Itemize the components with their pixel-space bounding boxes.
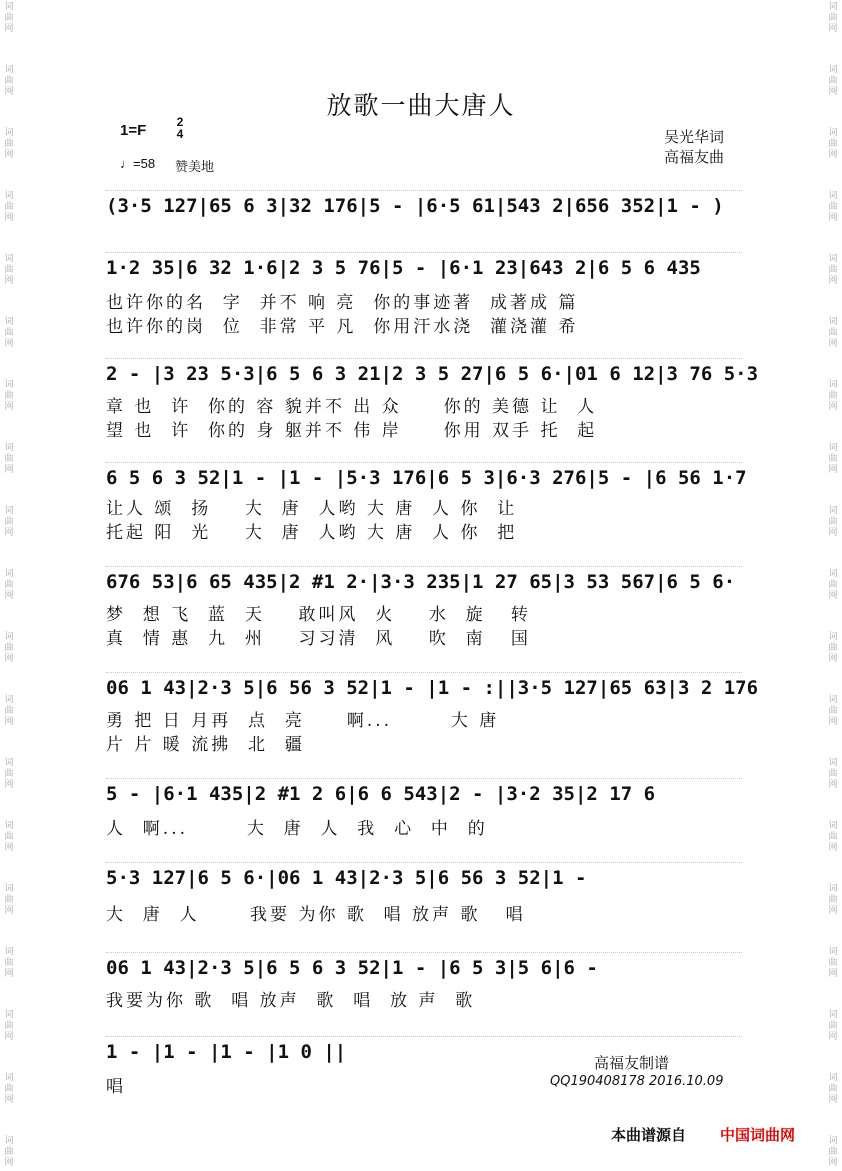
- watermark-group: [824, 756, 842, 819]
- watermark-char: 曲: [4, 895, 14, 905]
- watermark-char: 词: [828, 695, 838, 705]
- watermark-char: 词: [828, 947, 838, 957]
- watermark-char: 网: [4, 1032, 14, 1042]
- watermark-char: 曲: [4, 832, 14, 842]
- watermark-char: 曲: [4, 391, 14, 401]
- watermark-char: 曲: [4, 202, 14, 212]
- watermark-char: 词: [4, 317, 14, 327]
- watermark-group: [0, 0, 18, 63]
- notation-line: (3·5 127|65 6 3|32 176|5 - |6·5 61|543 2|656 352|1 - ): [106, 190, 742, 217]
- watermark-char: 曲: [828, 769, 838, 779]
- watermark-group: [824, 126, 842, 189]
- watermark-char: 词: [4, 2, 14, 12]
- watermark-char: 网: [828, 717, 838, 727]
- watermark-char: 曲: [4, 265, 14, 275]
- watermark-char: 词: [828, 758, 838, 768]
- composer: 高福友曲: [663, 149, 724, 166]
- watermark-group: [0, 378, 18, 441]
- watermark-group: [824, 882, 842, 945]
- watermark-group: [824, 0, 842, 63]
- watermark-char: 网: [4, 1158, 14, 1168]
- watermark-group: [0, 126, 18, 189]
- watermark-group: [824, 252, 842, 315]
- watermark-char: 网: [4, 402, 14, 412]
- watermark-char: 词: [4, 821, 14, 831]
- watermark-char: 词: [4, 65, 14, 75]
- watermark-char: 网: [828, 24, 838, 34]
- notation-line: 1 - |1 - |1 - |1 0 ||: [106, 1036, 742, 1063]
- watermark-group: [824, 819, 842, 882]
- watermark-char: 网: [828, 1032, 838, 1042]
- watermark-char: 曲: [828, 958, 838, 968]
- watermark-char: 词: [828, 317, 838, 327]
- watermark-char: 网: [4, 1095, 14, 1105]
- notation-line: 06 1 43|2·3 5|6 56 3 52|1 - |1 - :||3·5 127|65 63|3 2 176: [106, 672, 742, 699]
- watermark-char: 网: [4, 906, 14, 916]
- watermark-strip-right: [824, 0, 842, 1171]
- watermark-char: 网: [828, 339, 838, 349]
- watermark-char: 词: [828, 2, 838, 12]
- time-signature: [174, 116, 186, 140]
- expression-marking: 赞美地: [175, 159, 215, 174]
- watermark-char: 网: [4, 969, 14, 979]
- watermark-char: 词: [828, 1073, 838, 1083]
- watermark-group: [824, 945, 842, 1008]
- watermark-char: 网: [4, 276, 14, 286]
- watermark-group: [0, 441, 18, 504]
- watermark-char: 网: [828, 1158, 838, 1168]
- watermark-group: [824, 693, 842, 756]
- watermark-char: 网: [828, 528, 838, 538]
- watermark-char: 词: [4, 758, 14, 768]
- watermark-char: 词: [4, 443, 14, 453]
- time-signature-bottom: 4: [176, 127, 184, 141]
- watermark-char: 词: [4, 1136, 14, 1146]
- notation-line: 06 1 43|2·3 5|6 5 6 3 52|1 - |6 5 3|5 6|6 -: [106, 952, 742, 979]
- watermark-char: 曲: [4, 1147, 14, 1157]
- watermark-char: 网: [828, 213, 838, 223]
- watermark-char: 曲: [828, 895, 838, 905]
- watermark-char: 词: [828, 1010, 838, 1020]
- watermark-char: 曲: [828, 832, 838, 842]
- lyric-line: 我要为你 歌 唱 放声 歌 唱 放 声 歌: [106, 991, 476, 1011]
- watermark-char: 曲: [828, 517, 838, 527]
- watermark-char: 曲: [828, 454, 838, 464]
- watermark-char: 网: [828, 843, 838, 853]
- watermark-char: 词: [4, 191, 14, 201]
- watermark-group: [0, 756, 18, 819]
- lyric-line: 大 唐 人 我要 为你 歌 唱 放声 歌 唱: [106, 905, 526, 925]
- watermark-char: 网: [828, 465, 838, 475]
- watermark-char: 词: [4, 254, 14, 264]
- watermark-group: [824, 504, 842, 567]
- lyricist: 吴光华词: [663, 129, 724, 146]
- watermark-char: 词: [4, 1010, 14, 1020]
- watermark-char: 曲: [828, 76, 838, 86]
- watermark-char: 曲: [828, 13, 838, 23]
- watermark-char: 词: [828, 65, 838, 75]
- watermark-group: [0, 567, 18, 630]
- credits: [664, 128, 724, 168]
- watermark-char: 词: [4, 506, 14, 516]
- lyric-line: 章 也 许 你的 容 貌并不 出 众 你的 美德 让 人: [106, 397, 598, 417]
- watermark-group: [0, 504, 18, 567]
- notation-line: 5·3 127|6 5 6·|06 1 43|2·3 5|6 56 3 52|1 -: [106, 862, 742, 889]
- watermark-char: 词: [828, 380, 838, 390]
- watermark-char: 曲: [4, 328, 14, 338]
- watermark-char: 词: [4, 128, 14, 138]
- watermark-group: [0, 252, 18, 315]
- notation-line: 1·2 35|6 32 1·6|2 3 5 76|5 - |6·1 23|643 2|6 5 6 435: [106, 252, 742, 279]
- tempo-marking: ♩=58: [120, 156, 156, 171]
- watermark-group: [0, 189, 18, 252]
- watermark-char: 词: [828, 506, 838, 516]
- watermark-char: 词: [828, 443, 838, 453]
- watermark-char: 词: [828, 128, 838, 138]
- watermark-char: 词: [4, 1073, 14, 1083]
- watermark-char: 曲: [4, 454, 14, 464]
- last-lyric: 唱: [106, 1077, 123, 1097]
- watermark-char: 词: [828, 1136, 838, 1146]
- watermark-char: 曲: [828, 580, 838, 590]
- notation-line: 2 - |3 23 5·3|6 5 6 3 21|2 3 5 27|6 5 6·|01 6 12|3 76 5·3: [106, 358, 742, 385]
- lyric-line: 让人 颂 扬 大 唐 人哟 大 唐 人 你 让: [106, 499, 518, 519]
- lyric-line: 勇 把 日 月再 点 亮 啊... 大 唐: [106, 711, 500, 731]
- watermark-char: 网: [4, 87, 14, 97]
- watermark-group: [0, 693, 18, 756]
- watermark-char: 网: [4, 591, 14, 601]
- watermark-char: 曲: [4, 769, 14, 779]
- watermark-group: [824, 441, 842, 504]
- lyric-line: 也许你的岗 位 非常 平 凡 你用汗水浇 灌浇灌 希: [106, 317, 579, 337]
- watermark-char: 曲: [4, 1084, 14, 1094]
- watermark-char: 网: [4, 654, 14, 664]
- watermark-char: 曲: [828, 1084, 838, 1094]
- notation-line: 5 - |6·1 435|2 #1 2 6|6 6 543|2 - |3·2 35|2 17 6: [106, 778, 742, 805]
- watermark-group: [0, 1008, 18, 1071]
- watermark-group: [0, 945, 18, 1008]
- watermark-char: 网: [828, 402, 838, 412]
- watermark-char: 曲: [828, 265, 838, 275]
- watermark-char: 词: [828, 632, 838, 642]
- watermark-char: 词: [828, 254, 838, 264]
- notation-line: 676 53|6 65 435|2 #1 2·|3·3 235|1 27 65|3 53 567|6 5 6·: [106, 566, 742, 593]
- watermark-group: [0, 1134, 18, 1171]
- watermark-strip-left: [0, 0, 18, 1171]
- watermark-char: 词: [4, 632, 14, 642]
- watermark-char: 曲: [4, 517, 14, 527]
- watermark-char: 词: [4, 947, 14, 957]
- watermark-group: [824, 630, 842, 693]
- lyric-line: 片 片 暖 流拂 北 疆: [106, 735, 305, 755]
- watermark-char: 网: [828, 276, 838, 286]
- watermark-char: 曲: [828, 328, 838, 338]
- watermark-char: 曲: [4, 139, 14, 149]
- lyric-line: 人 啊... 大 唐 人 我 心 中 的: [106, 819, 488, 839]
- key-signature: 1=F: [120, 122, 147, 139]
- watermark-char: 词: [828, 569, 838, 579]
- watermark-char: 网: [4, 528, 14, 538]
- watermark-group: [824, 378, 842, 441]
- watermark-char: 曲: [828, 643, 838, 653]
- watermark-char: 曲: [4, 706, 14, 716]
- watermark-char: 网: [4, 465, 14, 475]
- watermark-char: 网: [4, 780, 14, 790]
- watermark-char: 网: [4, 150, 14, 160]
- song-title: 放歌一曲大唐人: [326, 91, 516, 120]
- notation-line: 6 5 6 3 52|1 - |1 - |5·3 176|6 5 3|6·3 276|5 - |6 56 1·7: [106, 462, 742, 489]
- source-label: 本曲谱源自: [611, 1126, 687, 1144]
- watermark-char: 网: [4, 339, 14, 349]
- watermark-group: [0, 882, 18, 945]
- watermark-char: 网: [828, 969, 838, 979]
- lyric-line: 真 情 惠 九 州 习习清 风 吹 南 国: [106, 629, 531, 649]
- score-maker: 高福友制谱: [594, 1054, 670, 1072]
- watermark-char: 曲: [4, 643, 14, 653]
- watermark-group: [824, 1071, 842, 1134]
- watermark-group: [824, 567, 842, 630]
- watermark-char: 词: [4, 695, 14, 705]
- watermark-char: 曲: [4, 580, 14, 590]
- maker-contact: QQ190408178 2016.10.09: [550, 1074, 724, 1089]
- watermark-char: 网: [828, 654, 838, 664]
- watermark-char: 网: [4, 843, 14, 853]
- lyric-line: 望 也 许 你的 身 躯并不 伟 岸 你用 双手 托 起: [106, 421, 598, 441]
- watermark-char: 曲: [4, 13, 14, 23]
- watermark-char: 曲: [4, 958, 14, 968]
- watermark-group: [0, 315, 18, 378]
- watermark-group: [824, 315, 842, 378]
- watermark-char: 网: [4, 24, 14, 34]
- watermark-group: [0, 630, 18, 693]
- watermark-group: [824, 1134, 842, 1171]
- watermark-char: 词: [828, 821, 838, 831]
- watermark-char: 词: [4, 884, 14, 894]
- watermark-char: 曲: [828, 202, 838, 212]
- watermark-char: 网: [828, 150, 838, 160]
- watermark-char: 曲: [4, 1021, 14, 1031]
- lyric-line: 托起 阳 光 大 唐 人哟 大 唐 人 你 把: [106, 523, 518, 543]
- watermark-char: 网: [4, 717, 14, 727]
- watermark-char: 曲: [828, 706, 838, 716]
- time-signature-top: 2: [176, 115, 184, 129]
- watermark-char: 曲: [828, 391, 838, 401]
- lyric-line: 梦 想 飞 蓝 天 敢叫风 火 水 旋 转: [106, 605, 531, 625]
- watermark-char: 网: [828, 906, 838, 916]
- watermark-char: 网: [828, 591, 838, 601]
- watermark-char: 词: [828, 191, 838, 201]
- watermark-group: [0, 1071, 18, 1134]
- watermark-char: 网: [4, 213, 14, 223]
- watermark-group: [824, 1008, 842, 1071]
- watermark-char: 曲: [828, 139, 838, 149]
- watermark-group: [824, 189, 842, 252]
- source-site-link[interactable]: 中国词曲网: [720, 1126, 796, 1144]
- watermark-char: 曲: [828, 1021, 838, 1031]
- watermark-char: 网: [828, 1095, 838, 1105]
- watermark-char: 曲: [828, 1147, 838, 1157]
- watermark-group: [0, 819, 18, 882]
- watermark-char: 网: [828, 87, 838, 97]
- watermark-char: 曲: [4, 76, 14, 86]
- watermark-char: 词: [4, 569, 14, 579]
- lyric-line: 也许你的名 字 并不 响 亮 你的事迹著 成著成 篇: [106, 293, 579, 313]
- watermark-char: 词: [4, 380, 14, 390]
- watermark-char: 网: [828, 780, 838, 790]
- watermark-char: 词: [828, 884, 838, 894]
